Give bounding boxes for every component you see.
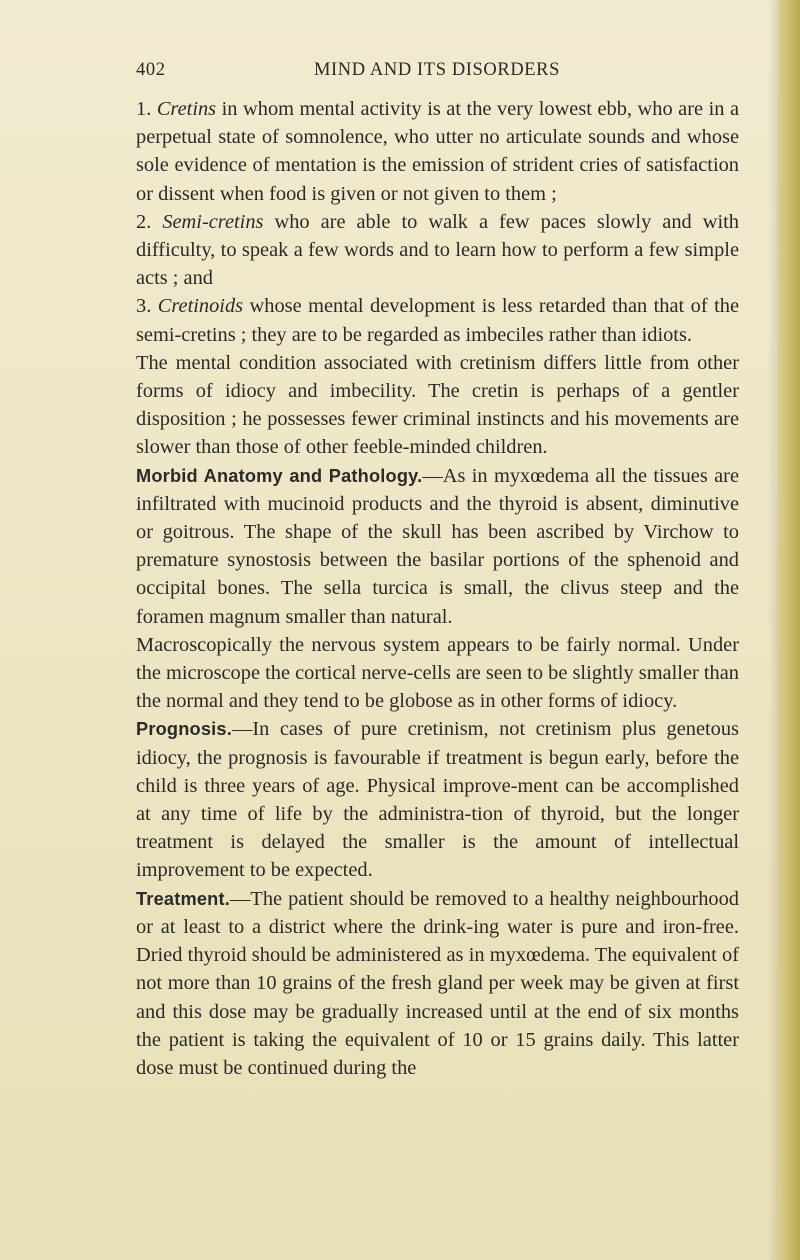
section-heading: Morbid Anatomy and Pathology. (136, 465, 423, 486)
page-edge-shadow (768, 0, 778, 1260)
term-cretinoids: Cretinoids (157, 295, 244, 318)
paragraph-text: who are able to walk a few paces slowly and with difficulty, to speak a few words and to learn how to perform a few simple acts ; and (136, 210, 739, 290)
section-heading: Prognosis. (136, 719, 232, 740)
term-semi-cretins: Semi-cretins (162, 210, 264, 233)
section-morbid-anatomy (136, 462, 739, 631)
section-heading: Treatment. (136, 888, 230, 909)
page-header (136, 60, 746, 88)
list-number: 3. (136, 295, 152, 318)
list-number: 2. (136, 210, 152, 233)
paragraph-text: —In cases of pure cretinism, not cretinism plus genetous idiocy, the prognosis is favourable if treatment is begun early, before the child is three years of age. Physical improve-ment can be accomplished at any time of life by the administra-tion of thyroid, but the longer treatment is delayed the smaller is the amount of intellectual improvement to be expected. (136, 718, 739, 882)
list-item-cretins (136, 95, 739, 208)
term-cretins: Cretins (156, 98, 217, 120)
running-head: MIND AND ITS DISORDERS (314, 60, 561, 80)
section-treatment (136, 885, 739, 1082)
paragraph-text: in whom mental activity is at the very lowest ebb, who are in a perpetual state of somnolence, who utter no articulate sounds and whose sole evidence of mentation is the emission of strident cries of satisfaction or dissent when food is given or not given to them ; (136, 98, 739, 205)
paragraph-text: —As in myxœdema all the tissues are infiltrated with mucinoid products and the thyroid is absent, diminutive or goitrous. The shape of the skull has been ascribed by Virchow to premature synostosis between the basilar portions of the sphenoid and occipital bones. The sella turcica is small, the clivus steep and the foramen magnum smaller than natural. (136, 464, 739, 628)
list-item-cretinoids (136, 292, 739, 348)
section-prognosis (136, 715, 739, 884)
body-text (136, 95, 739, 1082)
paragraph-mental-condition: The mental condition associated with cretinism differs little from other forms of idiocy and imbecility. The cretin is perhaps of a gentler disposition ; he possesses fewer criminal instincts and his movements are slower than those of other feeble-minded children. (136, 351, 739, 459)
list-item-semi-cretins (136, 208, 739, 293)
paragraph-text: whose mental development is less retarded than that of the semi-cretins ; they are to be regarded as imbeciles rather than idiots. (136, 295, 739, 346)
page-edge (778, 0, 800, 1260)
list-number: 1. (136, 98, 152, 120)
paragraph-macroscopically: Macroscopically the nervous system appears to be fairly normal. Under the microscope the cortical nerve-cells are seen to be slightly smaller than the normal and they tend to be globose as in other forms of idiocy. (136, 633, 739, 713)
page-number: 402 (136, 60, 166, 80)
paragraph-text: —The patient should be removed to a healthy neighbourhood or at least to a district where the drink-ing water is pure and iron-free. Dried thyroid should be administered as in myxœdema. The equivalent of not more than 10 grains of the fresh gland per week may be given at first and this dose may be gradually increased until at the end of six months the patient is taking the equivalent of 10 or 15 grains daily. This latter dose must be continued during the (136, 887, 739, 1079)
